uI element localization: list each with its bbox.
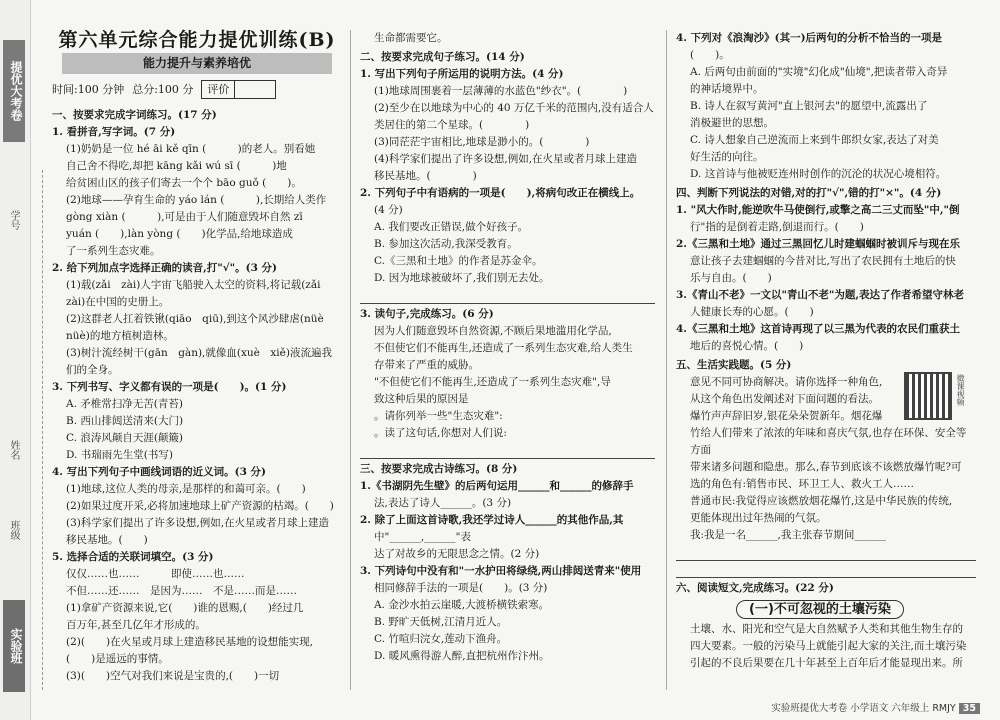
question-line: D. 暖风熏得游人醉,直把杭州作汴州。 xyxy=(374,650,550,662)
question-line: 带来诸多问题和隐患。那么,春节到底该不该燃放爆竹呢?可 xyxy=(690,461,962,473)
section-heading: 五、生活实践题。(5 分) xyxy=(676,359,792,371)
question-line: 行"指的是倒着走路,倒退而行。( ) xyxy=(690,221,864,233)
question-line: A. 矛椎常扫净无苦(青苔) xyxy=(66,398,183,410)
column-2 xyxy=(360,30,655,665)
question-line: A. 我们要改正错误,做个好孩子。 xyxy=(374,221,529,233)
question-line: 4. 写出下列句子中画线词语的近义词。(3 分) xyxy=(52,466,267,478)
question-line: 不但使它们不能再生,还造成了一系列生态灾难,给人类生 xyxy=(374,342,633,354)
subtitle-bar: 能力提升与素养培优 xyxy=(62,53,332,74)
question-line: B. 参加这次活动,我深受教育。 xyxy=(374,238,518,250)
question-line: A. 金沙水拍云崖暖,大渡桥横铁索寒。 xyxy=(374,599,550,611)
column-3 xyxy=(676,30,976,672)
section-heading: 三、按要求完成古诗练习。(8 分) xyxy=(360,463,518,475)
question-line: 达了对故乡的无限思念之情。(2 分) xyxy=(374,548,540,560)
question-line: nüè)的地方植树造林。 xyxy=(66,330,174,342)
question-line: C. 诗人想象自己逆流而上来到牛郎织女家,表达了对美 xyxy=(690,134,939,146)
question-line: 3. 下列书写、字义都有误的一项是( )。(1 分) xyxy=(52,381,287,393)
question-line: C.《三黑和土地》的作者是苏金伞。 xyxy=(374,255,543,267)
name-label: 姓名 xyxy=(8,440,19,460)
question-line: 意让孩子去建蝈蝈的今昔对比,写出了农民拥有土地后的快 xyxy=(690,255,956,267)
question-line: (3)( )空气对我们来说是宝贵的,( )一切 xyxy=(66,670,280,682)
score-box[interactable] xyxy=(201,80,276,99)
section-heading: 二、按要求完成句子练习。(14 分) xyxy=(360,51,525,63)
question-line: D. 因为地球被破坏了,我们别无去处。 xyxy=(374,272,550,284)
question-line: 我:我是一名______,我主张春节期间______ xyxy=(690,529,886,541)
answer-line[interactable] xyxy=(676,563,976,578)
answer-line[interactable] xyxy=(360,289,655,304)
question-line: 百万年,甚至几亿年才形成的。 xyxy=(66,619,206,631)
time-limit: 时间:100 分钟 xyxy=(52,83,125,96)
question-line: 乐与自由。( ) xyxy=(690,272,772,284)
question-line: (2)至少在以地球为中心的 40 万亿千米的范围内,没有适合人 xyxy=(374,102,654,114)
question-line: (1)奶奶是一位 hé āi kě qīn ( )的老人。别看她 xyxy=(66,143,316,155)
question-line: 移民基地。( ) xyxy=(66,534,148,546)
section-heading: 一、按要求完成字词练习。(17 分) xyxy=(52,109,217,121)
question-line: 从这个角色出发阐述对下面问题的看法。 xyxy=(690,393,879,405)
question-line: 5. 选择合适的关联词填空。(3 分) xyxy=(52,551,214,563)
question-line: (1)载(zǎi zài)人宇宙飞船驶入太空的资料,将记载(zǎi xyxy=(66,279,321,291)
page-number: 35 xyxy=(959,703,980,714)
question-line: 4.《三黑和土地》这首诗再现了以三黑为代表的农民们重获土 xyxy=(676,323,960,335)
question-line: (4 分) xyxy=(374,204,403,216)
question-line: zài)在中国的史册上。 xyxy=(66,296,170,308)
question-line: ( )是遥远的事情。 xyxy=(66,653,169,665)
question-line: 的神话境界中。 xyxy=(690,83,764,95)
question-line: 好生活的向往。 xyxy=(690,151,764,163)
question-line: 1. "风大作时,能逆吹牛马使倒行,或擎之高二三丈而坠"中,"倒 xyxy=(676,204,960,216)
student-id-label: 学号 xyxy=(8,210,19,230)
question-line: 2. 给下列加点字选择正确的读音,打"√"。(3 分) xyxy=(52,262,278,274)
question-line: 地后的喜悦心情。( ) xyxy=(690,340,804,352)
question-line: B. 野旷天低树,江清月近人。 xyxy=(374,616,508,628)
question-line: 选的角色有:销售市民、环卫工人、救火工人…… xyxy=(690,478,915,490)
question-line: 2.《三黑和土地》通过三黑回忆儿时建蝈蝈时被训斥与现在乐 xyxy=(676,238,960,250)
question-line: 法,表达了诗人______。(3 分) xyxy=(374,497,512,509)
question-line: 1.《书湖阴先生壁》的后两句运用______和______的修辞手 xyxy=(360,480,634,492)
question-line: 1. 看拼音,写字词。(7 分) xyxy=(52,126,176,138)
question-line: 3. 下列诗句中没有和"一水护田将绿绕,两山排闼送青来"使用 xyxy=(360,565,642,577)
question-line: 致这种后果的原因是 xyxy=(374,393,469,405)
question-line: 移民基地。( ) xyxy=(374,170,477,182)
question-line: 自己舍不得吃,却把 kāng kǎi wú sī ( )地 xyxy=(66,160,287,172)
question-line: (2)( )在火星或月球上建造移民基地的设想能实现, xyxy=(66,636,313,648)
question-line: 给贫困山区的孩子们寄去一个个 bāo guǒ ( )。 xyxy=(66,177,302,189)
qr-label: 微课视频 xyxy=(956,374,965,406)
question-line: A. 后两句由前面的"实境"幻化成"仙境",把读者带入奇异 xyxy=(690,66,948,78)
qr-code[interactable] xyxy=(904,372,952,420)
exam-meta xyxy=(52,80,342,99)
question-line: 人健康长寿的心愿。( ) xyxy=(690,306,814,318)
question-line: (3)科学家们提出了许多设想,例如,在火星或者月球上建造 xyxy=(66,517,330,529)
question-line: (3)树汁流经树干(gān gàn),就像血(xuè xiě)液流遍我 xyxy=(66,347,332,359)
question-line: 。请你列举一些"生态灾难": xyxy=(374,410,503,422)
question-line: 引起的不良后果要在几十年甚至上百年后才能显现出来。所 xyxy=(690,657,963,669)
question-line: B. 诗人在叙写黄河"直上银河去"的愿望中,流露出了 xyxy=(690,100,928,112)
question-line: 2. 除了上面这首诗歌,我还学过诗人______的其他作品,其 xyxy=(360,514,624,526)
question-line: D. 书瑞雨先生堂(书写) xyxy=(66,449,173,461)
question-line: 土壤、水、阳光和空气是大自然赋予人类和其他生物生存的 xyxy=(690,623,963,635)
question-line: 爆竹声声辞旧岁,银花朵朵贺新年。烟花爆 xyxy=(690,410,883,422)
question-line: "不但使它们不能再生,还造成了一系列生态灾难",导 xyxy=(374,376,611,388)
series-tab: 实验班 xyxy=(3,600,25,692)
brand-tab: 提优大考卷 xyxy=(3,40,25,142)
question-line: 生命都需要它。 xyxy=(374,32,448,44)
footer-text: 实验班提优大考卷 小学语文 六年级上 RMJY xyxy=(771,703,956,714)
reading-title: (一)不可忽视的土壤污染 xyxy=(736,600,904,619)
question-line: 不但……还…… 是因为…… 不是……而是…… xyxy=(66,585,297,597)
question-line: 仅仅……也…… 即使……也…… xyxy=(66,568,245,580)
question-line: 更能体现出过年热闹的气氛。 xyxy=(690,512,827,524)
question-list xyxy=(52,124,342,685)
class-label: 班级 xyxy=(8,520,19,540)
question-line: 四大要素。一般的污染马上就能引起大家的关注,而土壤污染 xyxy=(690,640,967,652)
question-line: yuán ( ),làn yòng ( )化学品,给地球造成 xyxy=(66,228,293,240)
binding-spine xyxy=(0,0,31,720)
section-heading: 四、判断下列说法的对错,对的打"√",错的打"×"。(4 分) xyxy=(676,187,942,199)
section-heading: 六、阅读短文,完成练习。(22 分) xyxy=(676,582,834,594)
question-line: ( )。 xyxy=(690,49,730,61)
question-line: C. 竹喧归浣女,莲动下渔舟。 xyxy=(374,633,508,645)
question-line: (4)科学家们提出了许多设想,例如,在火星或者月球上建造 xyxy=(374,153,638,165)
question-line: B. 西山排闼送清来(大门) xyxy=(66,415,184,427)
column-divider xyxy=(350,30,351,690)
question-line: 了一系列生态灾难。 xyxy=(66,245,161,257)
question-line: 3. 读句子,完成练习。(6 分) xyxy=(360,308,494,320)
question-line: D. 这首诗与他被贬连州时创作的沉沦的状况心境相符。 xyxy=(690,168,947,180)
question-line: (3)同茫茫宇宙相比,地球是渺小的。( ) xyxy=(374,136,590,148)
question-line: 们的全身。 xyxy=(66,364,119,376)
question-line: 竹给人们带来了浓浓的年味和喜庆气氛,也存在环保、安全等方面 xyxy=(690,427,967,456)
question-line: 意见不同可协商解决。请你选择一种角色, xyxy=(690,376,883,388)
question-line: 1. 写出下列句子所运用的说明方法。(4 分) xyxy=(360,68,564,80)
question-list xyxy=(360,30,655,665)
question-line: 普通市民:我觉得应该燃放烟花爆竹,这是中华民族的传统, xyxy=(690,495,953,507)
question-line: 存带来了严重的威胁。 xyxy=(374,359,479,371)
cut-line xyxy=(42,170,43,690)
score-label: 评价 xyxy=(202,81,235,98)
answer-line[interactable] xyxy=(676,546,976,561)
question-line: 4. 下列对《浪淘沙》(其一)后两句的分析不恰当的一项是 xyxy=(676,32,943,44)
question-line: gòng xiàn ( ),可是由于人们随意毁坏自然 zī xyxy=(66,211,303,223)
question-list xyxy=(676,30,976,672)
question-line: 2. 下列句子中有语病的一项是( ),将病句改正在横线上。 xyxy=(360,187,641,199)
question-line: 相同修辞手法的一项是( )。(3 分) xyxy=(374,582,548,594)
question-line: 因为人们随意毁坏自然资源,不顾后果地滥用化学品, xyxy=(374,325,612,337)
question-line: (2)这群老人扛着铁锹(qiāo qiū),到这个风沙肆虐(nüè xyxy=(66,313,324,325)
question-line: 消极避世的思想。 xyxy=(690,117,774,129)
question-line: 类居住的第二个星球。( ) xyxy=(374,119,530,131)
page-footer xyxy=(771,700,980,714)
question-line: (1)地球,这位人类的母亲,是那样的和蔼可亲。( ) xyxy=(66,483,306,495)
column-divider xyxy=(666,30,667,690)
question-line: C. 浪涛风颠自天涯(颠簸) xyxy=(66,432,184,444)
question-line: 中"______,______"表 xyxy=(374,531,471,543)
question-line: (2)地球——孕育生命的 yáo lán ( ),长期给人类作 xyxy=(66,194,327,206)
column-1 xyxy=(52,30,342,685)
question-line: (1)拿矿产资源来说,它( )谁的恩赐,( )经过几 xyxy=(66,602,304,614)
question-line: 3.《青山不老》一文以"青山不老"为题,表达了作者希望守林老 xyxy=(676,289,965,301)
question-line: 。读了这句话,你想对人们说: xyxy=(374,427,507,439)
question-line: (1)地球周围裹着一层薄薄的水蓝色"纱衣"。( ) xyxy=(374,85,628,97)
answer-line[interactable] xyxy=(360,444,655,459)
page-title: 第六单元综合能力提优训练(B) xyxy=(58,29,336,51)
total-score: 总分:100 分 xyxy=(132,83,194,96)
question-line: (2)如果过度开采,必将加速地球上矿产资源的枯竭。( ) xyxy=(66,500,334,512)
